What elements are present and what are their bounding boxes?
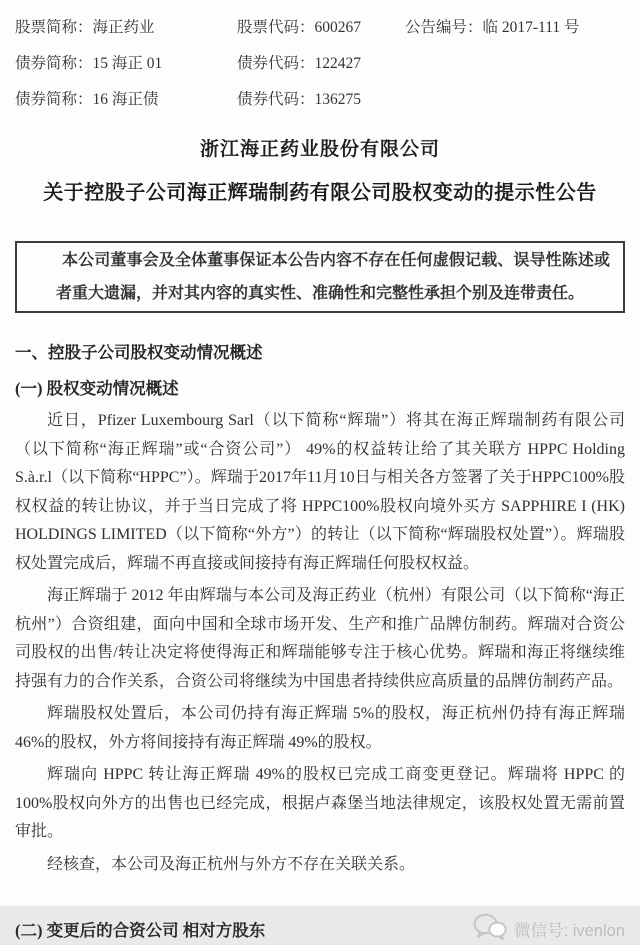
body-paragraph: 海正辉瑞于 2012 年由辉瑞与本公司及海正药业（杭州）有限公司（以下简称“海正杭州”）合资组建，面向中国和全球市场开发、生产和推广品牌仿制药。辉瑞对合资公司股权的出售/转让决定将使得海正和辉瑞能够专注于核心优势。辉瑞和海正将继续维持强有力的合作关系，合资公司将继续为中国患者持续供应高质量的品牌仿制药产品。 [15,587,625,690]
section-1-1-heading: (一) 股权变动情况概述 [15,379,179,398]
wechat-icon [473,913,507,945]
board-disclaimer-box: 本公司董事会及全体董事保证本公告内容不存在任何虚假记载、误导性陈述或者重大遗漏，并对其内容的真实性、准确性和完整性承担个别及连带责任。 [15,241,625,313]
body-paragraph: 经核查，本公司及海正杭州与外方不存在关联关系。 [47,855,416,873]
wechat-watermark [473,913,625,945]
body-paragraph: 近日，Pfizer Luxembourg Sarl（以下简称“辉瑞”）将其在海正辉瑞制药有限公司（以下简称“海正辉瑞”或“合资公司”） 49%的权益转让给了其关联方 HPPC Holding S.à.r.l（以下简称“HPPC”）。辉瑞于2017年11月10日与相关各方签署了关于HPPC100%股权权益的转让协议，并于当日完成了将 HPPC100%股权向境外买方 SAPPHIRE I (HK) HOLDINGS LIMITED（以下简称“外方”）的转让（以下简称“辉瑞股权处置”）。辉瑞股权处置完成后，辉瑞不再直接或间接持有海正辉瑞任何股权权益。 [15,412,625,572]
section-1-2-heading: (二) 变更后的合资公司 相对方股东 [15,921,266,940]
watermark-label: 微信号: ivenlon [514,922,625,940]
bond1-short-name: 债券简称：15 海正 01 [15,55,163,72]
bond1-code: 债券代码：122427 [237,55,362,72]
stock-short-name: 股票简称：海正药业 [15,19,155,36]
body-paragraph: 辉瑞股权处置后，本公司仍持有海正辉瑞 5%的股权，海正杭州仍持有海正辉瑞 46%的股权，外方将间接持有海正辉瑞 49%的股权。 [15,705,625,751]
body-paragraph: 辉瑞向 HPPC 转让海正辉瑞 49%的股权已完成工商变更登记。辉瑞将 HPPC 的 100%股权向外方的出售也已经完成，根据卢森堡当地法律规定，该股权处置无需前置审批。 [15,766,625,840]
document-header [15,10,625,118]
company-title: 浙江海正药业股份有限公司 [199,139,440,160]
header-empty-cell [405,82,625,118]
stock-code: 股票代码：600267 [237,19,362,36]
section-1-heading: 一、控股子公司股权变动情况概述 [15,343,263,362]
bond2-short-name: 债券简称：16 海正债 [15,91,159,108]
announcement-title: 关于控股子公司海正辉瑞制药有限公司股权变动的提示性公告 [43,182,597,204]
announcement-number: 公告编号：临 2017-111 号 [405,19,580,36]
header-empty-cell [405,46,625,82]
bond2-code: 债券代码：136275 [237,91,362,108]
bottom-row [15,913,625,945]
